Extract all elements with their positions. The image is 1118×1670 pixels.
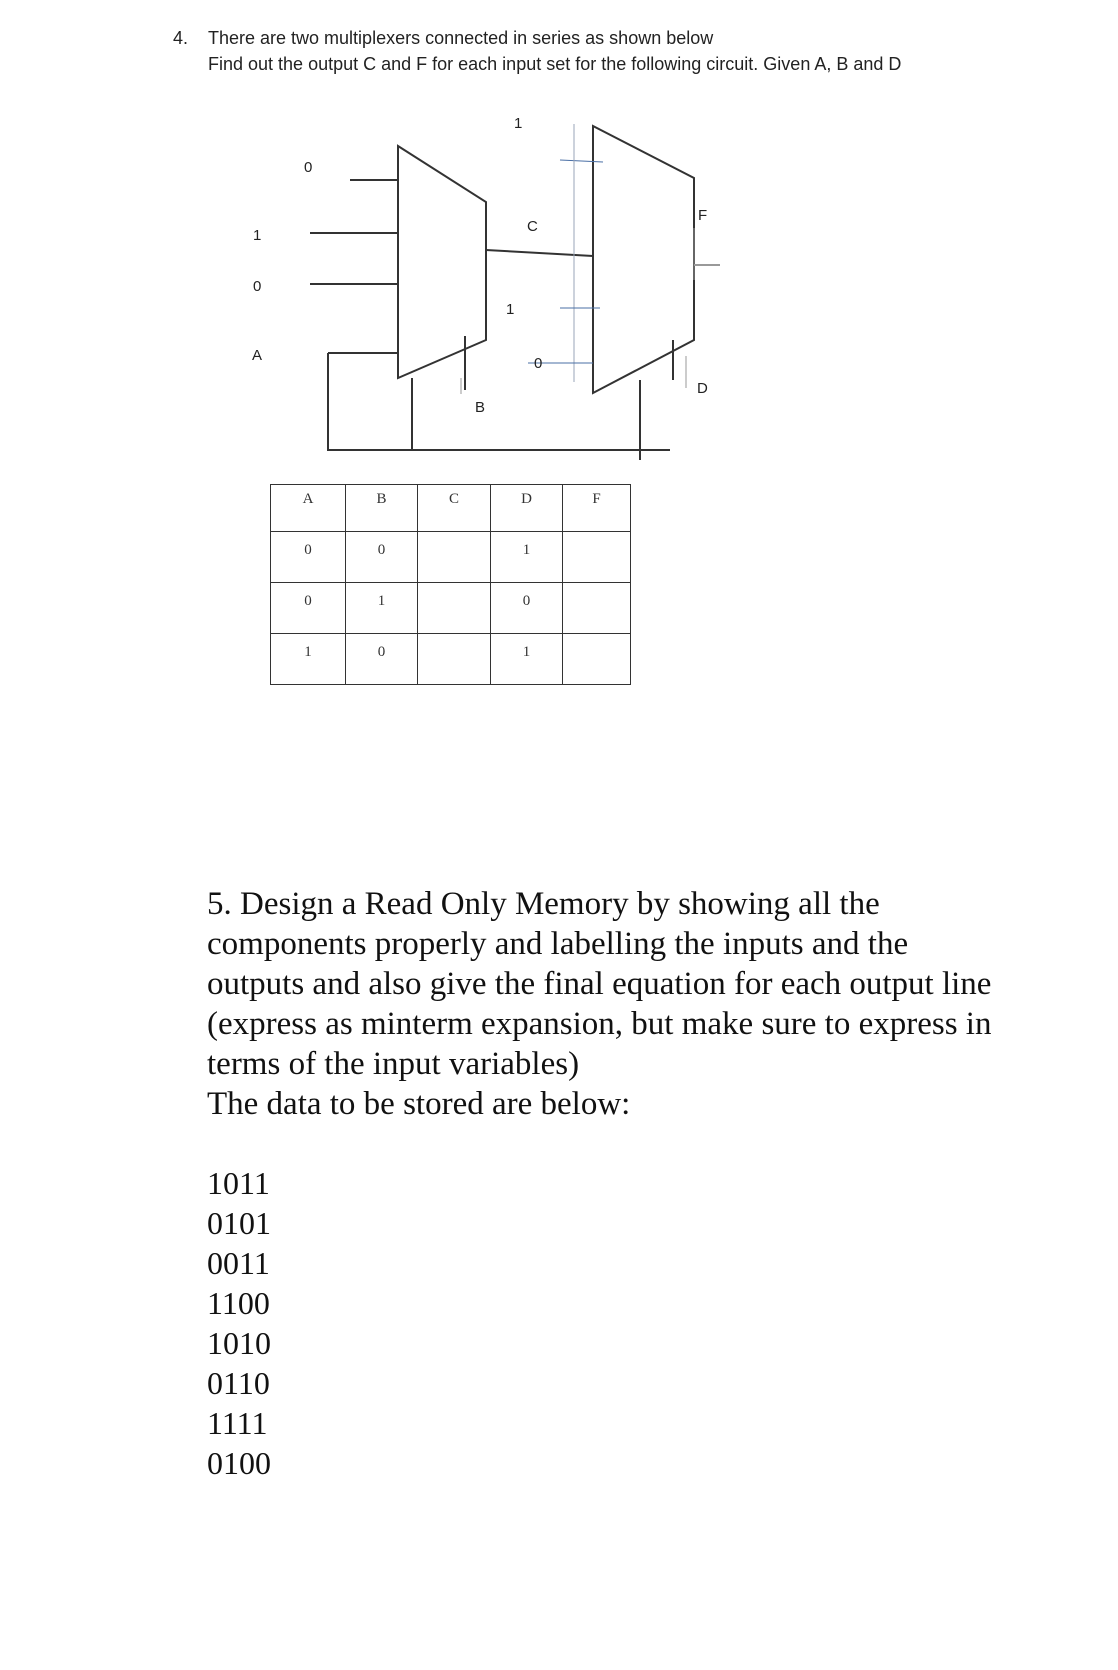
cell-b: 0 xyxy=(346,532,418,583)
table-row xyxy=(271,532,631,583)
mux2-input-bottom-label: 0 xyxy=(534,355,543,372)
question-5-text xyxy=(207,884,1047,1124)
mux1-select-label: B xyxy=(475,399,486,416)
header-f: F xyxy=(563,485,631,532)
mux2-output-label: F xyxy=(698,207,708,224)
cell-a: 0 xyxy=(271,532,346,583)
mux1-input-0-label: 0 xyxy=(304,159,313,176)
question-5-line: outputs and also give the final equation for each output line xyxy=(207,966,992,1002)
cell-d: 0 xyxy=(491,583,563,634)
question-4-number: 4. xyxy=(173,28,189,48)
mux1-input-2-label: 0 xyxy=(253,278,262,295)
question-5-line: components properly and labelling the inputs and the xyxy=(207,926,909,962)
cell-d: 1 xyxy=(491,634,563,685)
mux1-output-c-line xyxy=(486,250,593,256)
cell-b: 0 xyxy=(346,634,418,685)
mux1-input-1-label: 1 xyxy=(253,227,262,244)
cell-c[interactable] xyxy=(418,583,491,634)
mux2-select-label: D xyxy=(697,380,708,397)
rom-data-word: 0100 xyxy=(207,1445,271,1481)
header-b: B xyxy=(346,485,418,532)
question-5-line: (express as minterm expansion, but make sure to express in xyxy=(207,1006,992,1042)
question-5-line: terms of the input variables) xyxy=(207,1046,580,1082)
cell-f[interactable] xyxy=(563,532,631,583)
table-header-row xyxy=(271,485,631,532)
rom-data-word: 0011 xyxy=(207,1245,270,1281)
mux2-input-1-line xyxy=(560,160,603,162)
question-4-instruction: Find out the output C and F for each input set for the following circuit. Given A, B and D xyxy=(208,54,902,74)
cell-f[interactable] xyxy=(563,583,631,634)
rom-data-list xyxy=(207,1163,271,1483)
cell-a: 0 xyxy=(271,583,346,634)
mux2-input-mid-label: 1 xyxy=(506,301,515,318)
mux-circuit-diagram xyxy=(0,0,1118,480)
mux1-output-label: C xyxy=(527,218,538,235)
mux1-input-3-label: A xyxy=(252,347,263,364)
header-c: C xyxy=(418,485,491,532)
rom-data-word: 1010 xyxy=(207,1325,271,1361)
question-5-line: 5. Design a Read Only Memory by showing all the xyxy=(207,886,880,922)
cell-d: 1 xyxy=(491,532,563,583)
cell-b: 1 xyxy=(346,583,418,634)
rom-data-word: 1100 xyxy=(207,1285,270,1321)
cell-f[interactable] xyxy=(563,634,631,685)
rom-data-word: 0101 xyxy=(207,1205,271,1241)
mux2-body xyxy=(593,126,694,393)
mux2-input-top-label: 1 xyxy=(514,115,523,132)
cell-a: 1 xyxy=(271,634,346,685)
cell-c[interactable] xyxy=(418,532,491,583)
cell-c[interactable] xyxy=(418,634,491,685)
rom-data-word: 1011 xyxy=(207,1165,270,1201)
truth-table xyxy=(270,484,631,685)
table-row xyxy=(271,634,631,685)
a-bus-line xyxy=(328,353,670,450)
mux1-body xyxy=(398,146,486,378)
rom-data-word: 1111 xyxy=(207,1405,268,1441)
table-row xyxy=(271,583,631,634)
header-a: A xyxy=(271,485,346,532)
question-5-line: The data to be stored are below: xyxy=(207,1086,631,1122)
header-d: D xyxy=(491,485,563,532)
question-4-text: There are two multiplexers connected in series as shown below xyxy=(208,28,714,48)
rom-data-word: 0110 xyxy=(207,1365,270,1401)
